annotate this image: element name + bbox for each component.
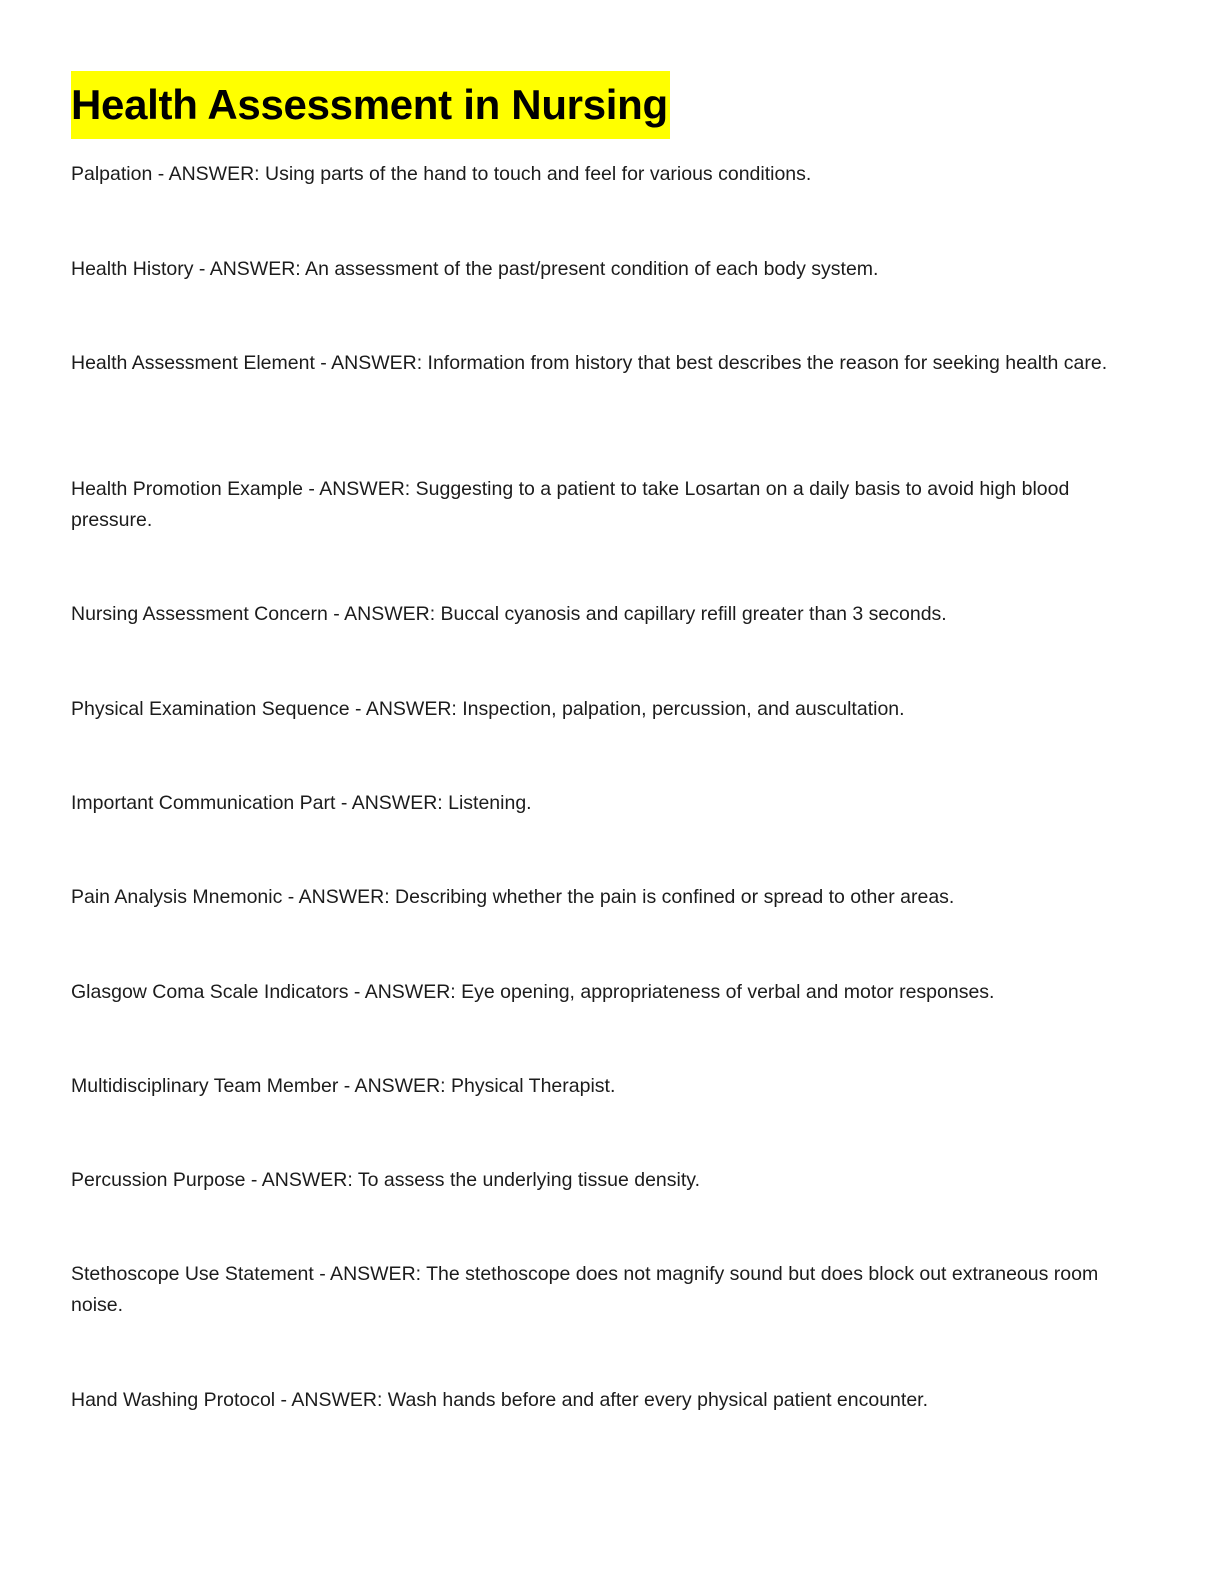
qa-item-health-assessment-element: Health Assessment Element - ANSWER: Information from history that best describes the reason for seeking health care. <box>71 352 1108 374</box>
qa-item-pain-analysis-mnemonic: Pain Analysis Mnemonic - ANSWER: Describing whether the pain is confined or spread to other areas. <box>71 886 955 908</box>
qa-item-percussion-purpose: Percussion Purpose - ANSWER: To assess the underlying tissue density. <box>71 1169 700 1191</box>
qa-item-nursing-assessment-concern: Nursing Assessment Concern - ANSWER: Buccal cyanosis and capillary refill greater than 3 seconds. <box>71 603 947 625</box>
qa-item-hand-washing-protocol: Hand Washing Protocol - ANSWER: Wash hands before and after every physical patient encounter. <box>71 1389 929 1411</box>
qa-item-important-communication-part: Important Communication Part - ANSWER: Listening. <box>71 792 532 814</box>
page-title: Health Assessment in Nursing <box>71 71 670 139</box>
qa-item-physical-examination-sequence: Physical Examination Sequence - ANSWER: Inspection, palpation, percussion, and auscultation. <box>71 698 905 720</box>
qa-item-palpation: Palpation - ANSWER: Using parts of the hand to touch and feel for various conditions. <box>71 163 812 185</box>
qa-item-multidisciplinary-team-member: Multidisciplinary Team Member - ANSWER: Physical Therapist. <box>71 1075 616 1097</box>
qa-item-glasgow-coma-scale: Glasgow Coma Scale Indicators - ANSWER: Eye opening, appropriateness of verbal and motor responses. <box>71 981 995 1003</box>
qa-item-stethoscope-use-statement: Stethoscope Use Statement - ANSWER: The stethoscope does not magnify sound but does block out extraneous room noise. <box>71 1263 1099 1316</box>
qa-item-health-history: Health History - ANSWER: An assessment of the past/present condition of each body system. <box>71 258 879 280</box>
qa-item-health-promotion-example: Health Promotion Example - ANSWER: Suggesting to a patient to take Losartan on a daily basis to avoid high blood pressure. <box>71 478 1070 531</box>
